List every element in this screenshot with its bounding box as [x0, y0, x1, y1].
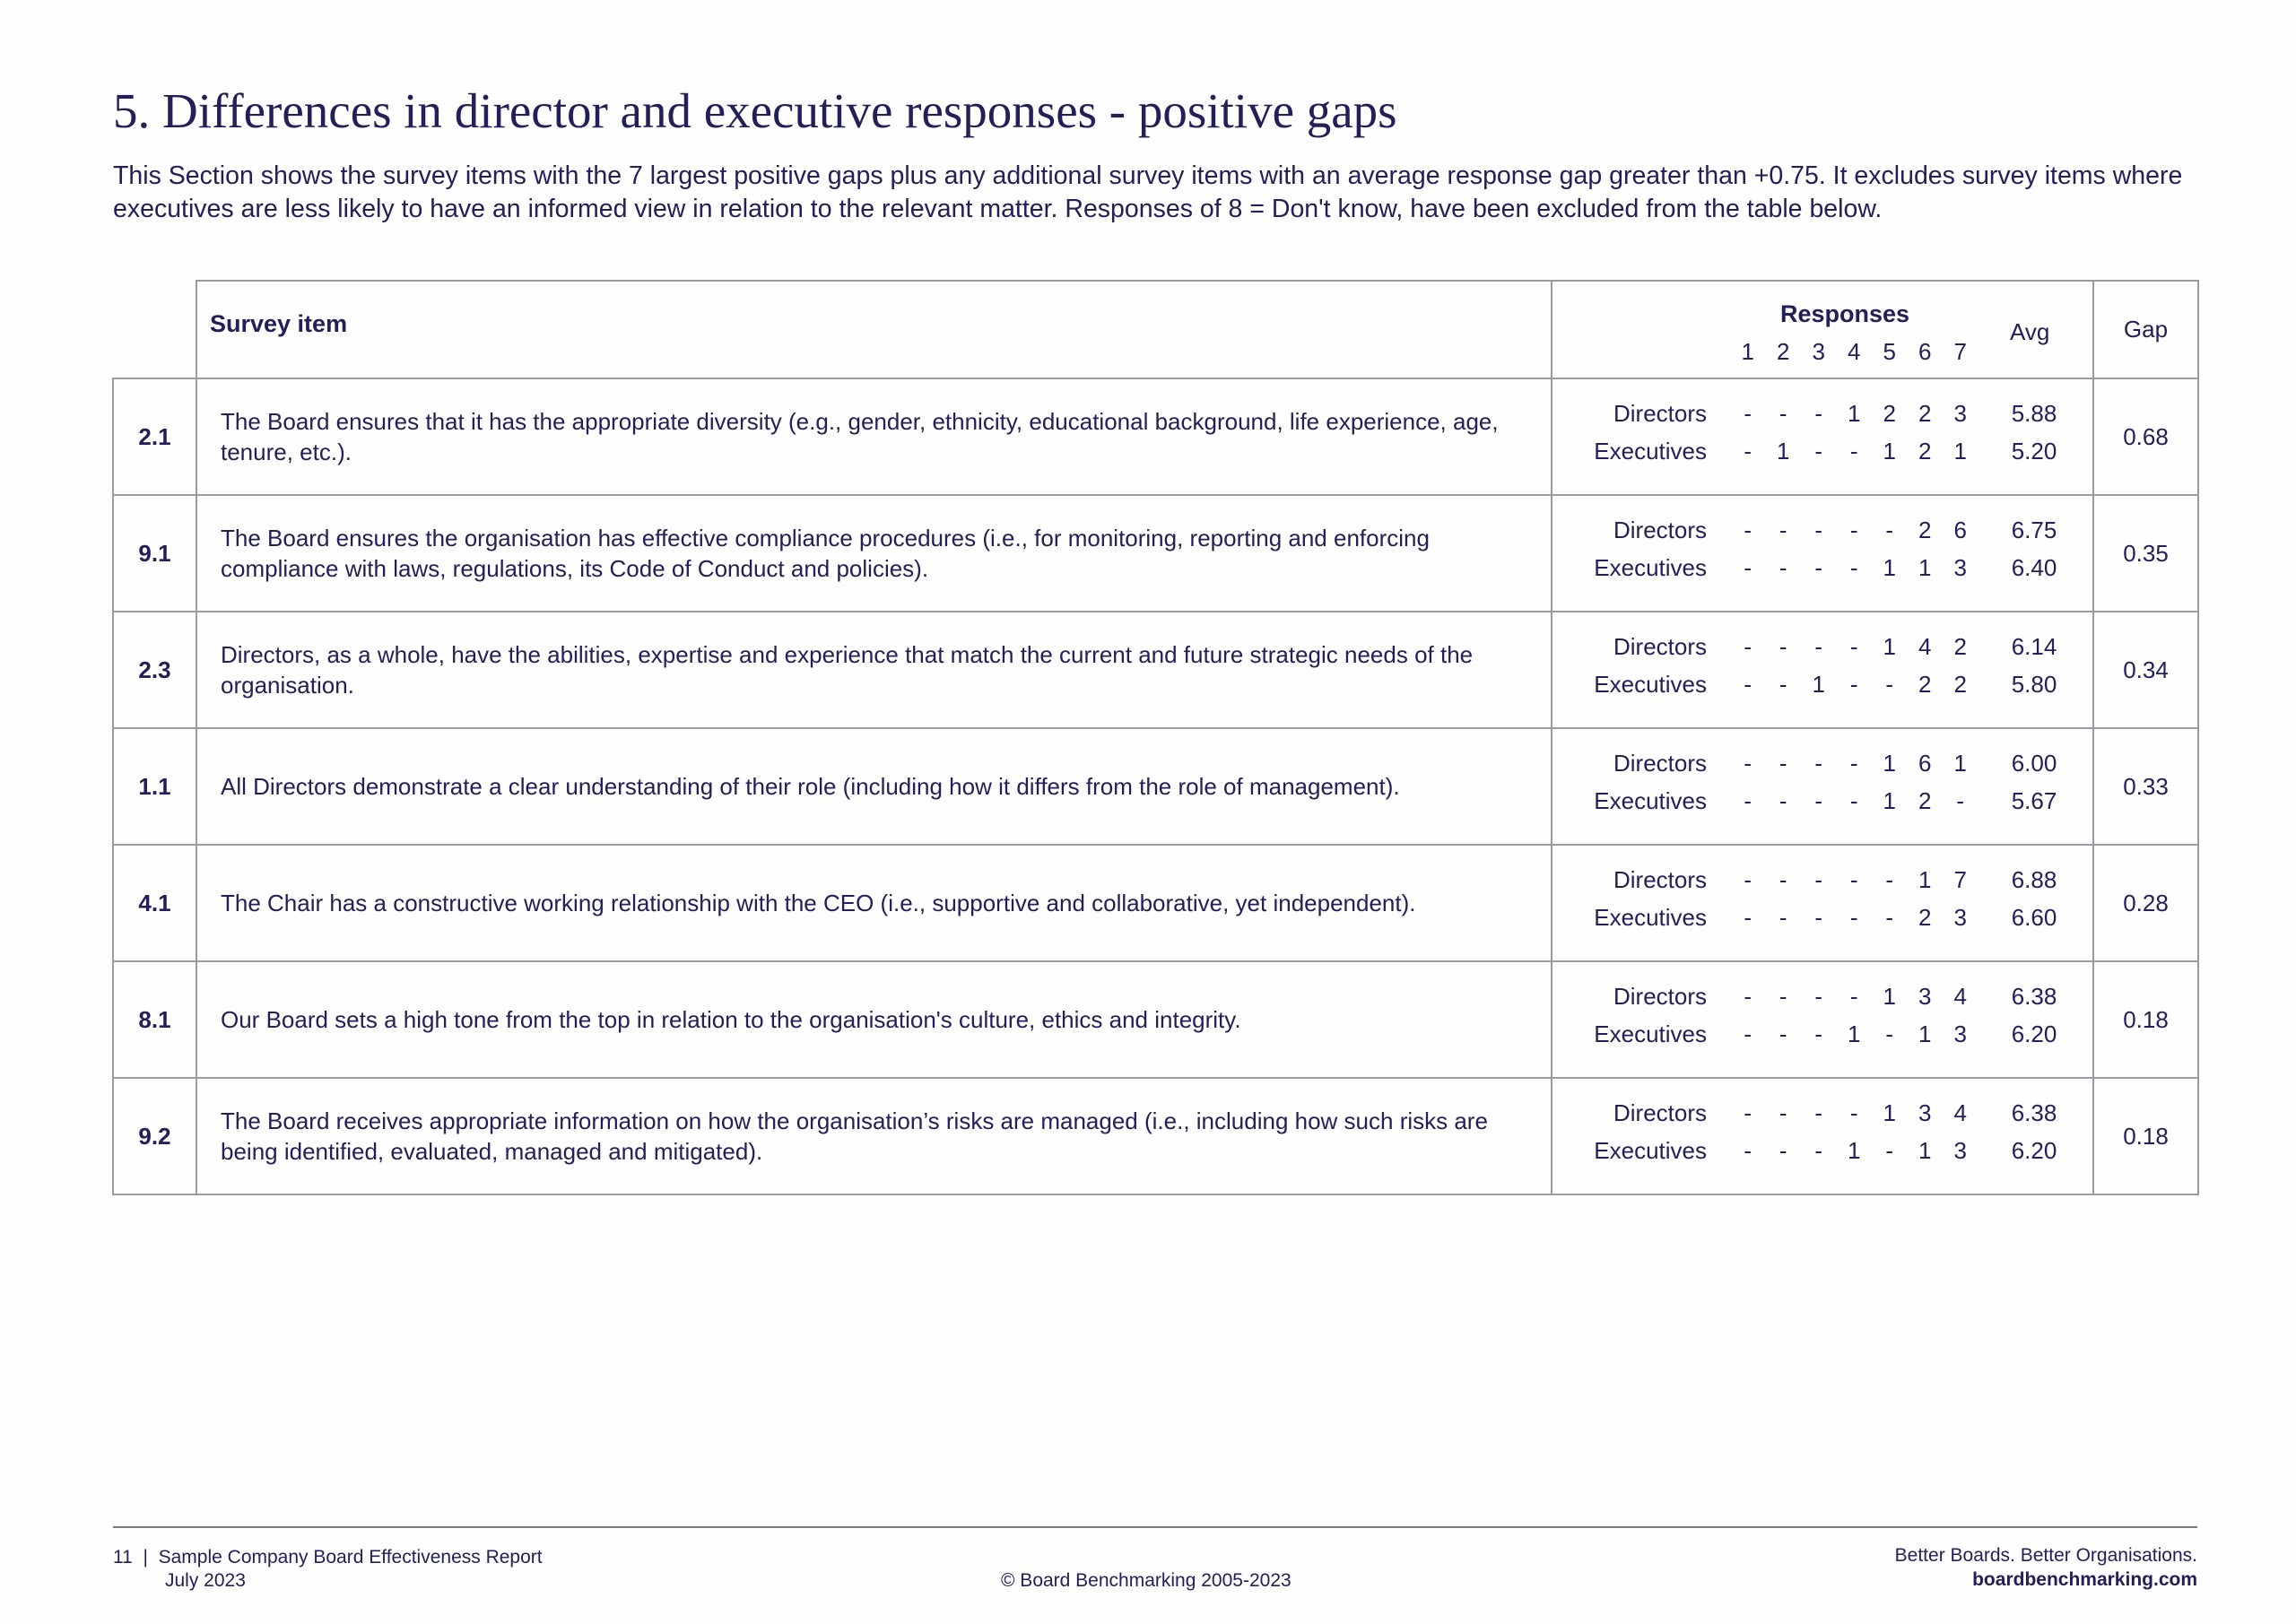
- directors-counts: [1730, 400, 1979, 428]
- directors-average: 6.88: [2011, 866, 2057, 893]
- response-count: -: [1849, 671, 1858, 698]
- response-count: -: [1814, 750, 1823, 777]
- directors-response-line: [1552, 983, 2092, 1015]
- table-row: [113, 495, 2198, 612]
- response-count: -: [1744, 904, 1752, 931]
- table-header-row: [113, 281, 2198, 378]
- directors-label: Directors: [1613, 633, 1707, 660]
- scale-label: 4: [1848, 338, 1861, 365]
- executives-counts: [1730, 554, 1979, 582]
- executives-response-line: [1552, 438, 2092, 470]
- executives-response-line: [1552, 904, 2092, 936]
- directors-average: 6.38: [2011, 1099, 2057, 1126]
- survey-item-heading: Survey item: [210, 310, 348, 337]
- responses-cell: [1552, 1078, 2093, 1194]
- executives-average: 6.60: [2011, 904, 2057, 931]
- executives-average: 5.67: [2011, 787, 2057, 814]
- response-count: 2: [1953, 671, 1967, 698]
- response-count: 2: [1918, 904, 1932, 931]
- table-row: [113, 1078, 2198, 1194]
- response-count: 1: [1883, 1099, 1896, 1126]
- response-count: -: [1956, 787, 1965, 814]
- executives-label: Executives: [1594, 904, 1707, 931]
- directors-counts: [1730, 866, 1979, 894]
- directors-response-line: [1552, 633, 2092, 665]
- responses-cell: [1552, 612, 2093, 728]
- response-count: 2: [1918, 400, 1932, 427]
- report-date: July 2023: [165, 1570, 246, 1591]
- table-row: [113, 845, 2198, 961]
- executives-average: 5.20: [2011, 438, 2057, 465]
- directors-label: Directors: [1613, 750, 1707, 777]
- item-number: 2.1: [113, 378, 196, 495]
- table-row: [113, 961, 2198, 1078]
- response-count: -: [1814, 517, 1823, 543]
- scale-label: 7: [1953, 338, 1967, 365]
- responses-cell: [1552, 728, 2093, 845]
- response-count: -: [1744, 554, 1752, 581]
- response-count: -: [1779, 866, 1787, 893]
- executives-label: Executives: [1594, 787, 1707, 814]
- executives-counts: [1730, 671, 1979, 699]
- executives-label: Executives: [1594, 554, 1707, 581]
- directors-response-line: [1552, 400, 2092, 432]
- response-scale: [1730, 338, 1979, 366]
- intro-paragraph: [113, 160, 2194, 226]
- response-count: -: [1849, 1099, 1858, 1126]
- response-count: -: [1885, 904, 1894, 931]
- response-count: -: [1849, 633, 1858, 660]
- scale-label: 3: [1812, 338, 1825, 365]
- survey-item-text: The Board ensures that it has the appropriate diversity (e.g., gender, ethnicity, educational background, life experience, age, tenure, etc.).: [196, 378, 1552, 495]
- directors-response-line: [1552, 866, 2092, 899]
- gap-value: 0.34: [2093, 612, 2198, 728]
- response-count: -: [1849, 750, 1858, 777]
- directors-label: Directors: [1613, 400, 1707, 427]
- intro-line-1: This Section shows the survey items with the 7 largest positive gaps plus any additional survey items with an average response gap greater than +0.75. It excludes survey: [113, 161, 2038, 190]
- directors-label: Directors: [1613, 983, 1707, 1010]
- response-count: -: [1814, 400, 1823, 427]
- response-count: -: [1744, 517, 1752, 543]
- response-count: -: [1779, 671, 1787, 698]
- directors-average: 6.14: [2011, 633, 2057, 660]
- response-count: 1: [1883, 983, 1896, 1010]
- response-count: -: [1744, 1137, 1752, 1164]
- response-count: 4: [1953, 1099, 1967, 1126]
- response-count: -: [1814, 1020, 1823, 1047]
- table-row: [113, 378, 2198, 495]
- response-count: 6: [1953, 517, 1967, 543]
- response-count: 7: [1953, 866, 1967, 893]
- response-count: -: [1744, 438, 1752, 465]
- response-count: -: [1744, 750, 1752, 777]
- responses-cell: [1552, 845, 2093, 961]
- directors-average: 6.00: [2011, 750, 2057, 777]
- response-count: 1: [1883, 438, 1896, 465]
- executives-label: Executives: [1594, 438, 1707, 465]
- response-count: -: [1814, 438, 1823, 465]
- executives-average: 6.40: [2011, 554, 2057, 581]
- executives-average: 6.20: [2011, 1137, 2057, 1164]
- executives-counts: [1730, 904, 1979, 932]
- response-count: -: [1744, 400, 1752, 427]
- response-count: -: [1849, 787, 1858, 814]
- survey-item-text: Directors, as a whole, have the abilities, expertise and experience that match the current and future strategic needs of the organisation.: [196, 612, 1552, 728]
- response-count: -: [1779, 633, 1787, 660]
- gap-value: 0.68: [2093, 378, 2198, 495]
- page-title: 5. Differences in director and executive responses - positive gaps: [113, 83, 1397, 138]
- responses-cell: [1552, 378, 2093, 495]
- response-count: -: [1779, 1020, 1787, 1047]
- response-count: -: [1779, 1099, 1787, 1126]
- response-count: -: [1814, 1137, 1823, 1164]
- item-number: 9.2: [113, 1078, 196, 1194]
- directors-response-line: [1552, 1099, 2092, 1132]
- response-count: -: [1744, 787, 1752, 814]
- response-count: -: [1744, 1099, 1752, 1126]
- response-count: -: [1744, 671, 1752, 698]
- survey-item-text: The Board receives appropriate information on how the organisation’s risks are managed (i.e., including how such risks are being identified, evaluated, managed and mitigated).: [196, 1078, 1552, 1194]
- response-count: -: [1849, 554, 1858, 581]
- response-count: -: [1814, 866, 1823, 893]
- response-count: 1: [1883, 633, 1896, 660]
- response-count: 1: [1918, 1020, 1932, 1047]
- footer-report-line: [113, 1547, 543, 1568]
- scale-label: 2: [1777, 338, 1790, 365]
- responses-heading: Responses: [1780, 300, 1910, 327]
- directors-counts: [1730, 983, 1979, 1011]
- response-count: -: [1779, 554, 1787, 581]
- gap-value: 0.28: [2093, 845, 2198, 961]
- executives-average: 5.80: [2011, 671, 2057, 698]
- response-count: 1: [1918, 866, 1932, 893]
- response-count: 3: [1953, 904, 1967, 931]
- directors-response-line: [1552, 517, 2092, 549]
- executives-label: Executives: [1594, 671, 1707, 698]
- response-count: 3: [1953, 400, 1967, 427]
- response-count: -: [1744, 983, 1752, 1010]
- response-count: 1: [1883, 554, 1896, 581]
- gap-value: 0.18: [2093, 1078, 2198, 1194]
- response-count: 2: [1918, 438, 1932, 465]
- survey-gap-table: [112, 280, 2199, 1195]
- header-survey-item: [196, 281, 1552, 378]
- executives-counts: [1730, 1020, 1979, 1048]
- response-count: 2: [1953, 633, 1967, 660]
- item-number: 1.1: [113, 728, 196, 845]
- response-count: -: [1849, 983, 1858, 1010]
- directors-counts: [1730, 633, 1979, 661]
- responses-cell: [1552, 495, 2093, 612]
- response-count: 1: [1883, 787, 1896, 814]
- survey-item-text: The Chair has a constructive working relationship with the CEO (i.e., supportive and collaborative, yet independent).: [196, 845, 1552, 961]
- website-link[interactable]: boardbenchmarking.com: [1972, 1569, 2197, 1590]
- header-blank-cell: [113, 281, 196, 378]
- response-count: 3: [1953, 554, 1967, 581]
- response-count: 1: [1953, 438, 1967, 465]
- response-count: -: [1814, 904, 1823, 931]
- header-responses: [1552, 281, 2093, 378]
- response-count: -: [1744, 1020, 1752, 1047]
- tagline: Better Boards. Better Organisations.: [1894, 1545, 2197, 1566]
- response-count: 1: [1777, 438, 1790, 465]
- response-count: -: [1814, 554, 1823, 581]
- response-count: -: [1814, 1099, 1823, 1126]
- response-count: 2: [1883, 400, 1896, 427]
- response-count: -: [1744, 866, 1752, 893]
- scale-label: 5: [1883, 338, 1896, 365]
- response-count: -: [1849, 517, 1858, 543]
- response-count: 1: [1953, 750, 1967, 777]
- response-count: 1: [1918, 1137, 1932, 1164]
- directors-label: Directors: [1613, 517, 1707, 543]
- response-count: 6: [1918, 750, 1932, 777]
- executives-response-line: [1552, 787, 2092, 820]
- response-count: 3: [1918, 1099, 1932, 1126]
- directors-label: Directors: [1613, 866, 1707, 893]
- response-count: 1: [1848, 1137, 1861, 1164]
- executives-response-line: [1552, 554, 2092, 586]
- item-number: 2.3: [113, 612, 196, 728]
- response-count: -: [1779, 983, 1787, 1010]
- response-count: -: [1744, 633, 1752, 660]
- gap-value: 0.35: [2093, 495, 2198, 612]
- directors-counts: [1730, 517, 1979, 544]
- executives-label: Executives: [1594, 1020, 1707, 1047]
- response-count: -: [1849, 904, 1858, 931]
- executives-response-line: [1552, 671, 2092, 703]
- directors-response-line: [1552, 750, 2092, 782]
- executives-response-line: [1552, 1137, 2092, 1169]
- response-count: 1: [1883, 750, 1896, 777]
- gap-value: 0.33: [2093, 728, 2198, 845]
- directors-counts: [1730, 750, 1979, 777]
- copyright-text: © Board Benchmarking 2005-2023: [1001, 1570, 1292, 1591]
- response-count: -: [1849, 866, 1858, 893]
- executives-response-line: [1552, 1020, 2092, 1053]
- response-count: 1: [1918, 554, 1932, 581]
- response-count: 1: [1848, 400, 1861, 427]
- response-count: 2: [1918, 517, 1932, 543]
- response-count: 3: [1918, 983, 1932, 1010]
- response-count: -: [1814, 787, 1823, 814]
- response-count: -: [1779, 517, 1787, 543]
- response-count: 2: [1918, 787, 1932, 814]
- response-count: -: [1885, 1137, 1894, 1164]
- directors-counts: [1730, 1099, 1979, 1127]
- directors-average: 6.38: [2011, 983, 2057, 1010]
- item-number: 8.1: [113, 961, 196, 1078]
- response-count: 4: [1918, 633, 1932, 660]
- response-count: 1: [1812, 671, 1825, 698]
- item-number: 4.1: [113, 845, 196, 961]
- response-count: -: [1814, 983, 1823, 1010]
- response-count: -: [1849, 438, 1858, 465]
- footer-divider: [113, 1526, 2197, 1528]
- executives-counts: [1730, 1137, 1979, 1165]
- response-count: -: [1779, 400, 1787, 427]
- response-count: 3: [1953, 1020, 1967, 1047]
- avg-heading: Avg: [2010, 318, 2050, 345]
- response-count: -: [1779, 750, 1787, 777]
- executives-average: 6.20: [2011, 1020, 2057, 1047]
- response-count: -: [1885, 671, 1894, 698]
- page-number: 11: [113, 1547, 133, 1568]
- responses-cell: [1552, 961, 2093, 1078]
- response-count: 1: [1848, 1020, 1861, 1047]
- report-title: Sample Company Board Effectiveness Report: [158, 1547, 543, 1568]
- intro-line-2: items where executives are less likely to have an informed view in relation to the relevant matter. Responses of 8 = Don't know, have been excluded from the table below.: [113, 161, 2183, 223]
- table-row: [113, 728, 2198, 845]
- response-count: -: [1814, 633, 1823, 660]
- survey-item-text: The Board ensures the organisation has effective compliance procedures (i.e., for monitoring, reporting and enforcing compliance with laws, regulations, its Code of Conduct and policies).: [196, 495, 1552, 612]
- response-count: -: [1885, 517, 1894, 543]
- table-row: [113, 612, 2198, 728]
- response-count: 2: [1918, 671, 1932, 698]
- scale-label: 6: [1918, 338, 1932, 365]
- response-count: -: [1779, 787, 1787, 814]
- directors-average: 5.88: [2011, 400, 2057, 427]
- survey-item-text: All Directors demonstrate a clear understanding of their role (including how it differs from the role of management).: [196, 728, 1552, 845]
- executives-label: Executives: [1594, 1137, 1707, 1164]
- item-number: 9.1: [113, 495, 196, 612]
- response-count: -: [1885, 1020, 1894, 1047]
- executives-counts: [1730, 438, 1979, 465]
- directors-label: Directors: [1613, 1099, 1707, 1126]
- directors-average: 6.75: [2011, 517, 2057, 543]
- response-count: -: [1779, 904, 1787, 931]
- survey-item-text: Our Board sets a high tone from the top in relation to the organisation's culture, ethics and integrity.: [196, 961, 1552, 1078]
- gap-heading: Gap: [2093, 281, 2198, 378]
- gap-value: 0.18: [2093, 961, 2198, 1078]
- executives-counts: [1730, 787, 1979, 815]
- footer-separator: |: [143, 1547, 148, 1568]
- response-count: -: [1779, 1137, 1787, 1164]
- response-count: 4: [1953, 983, 1967, 1010]
- scale-label: 1: [1741, 338, 1754, 365]
- response-count: 3: [1953, 1137, 1967, 1164]
- response-count: -: [1885, 866, 1894, 893]
